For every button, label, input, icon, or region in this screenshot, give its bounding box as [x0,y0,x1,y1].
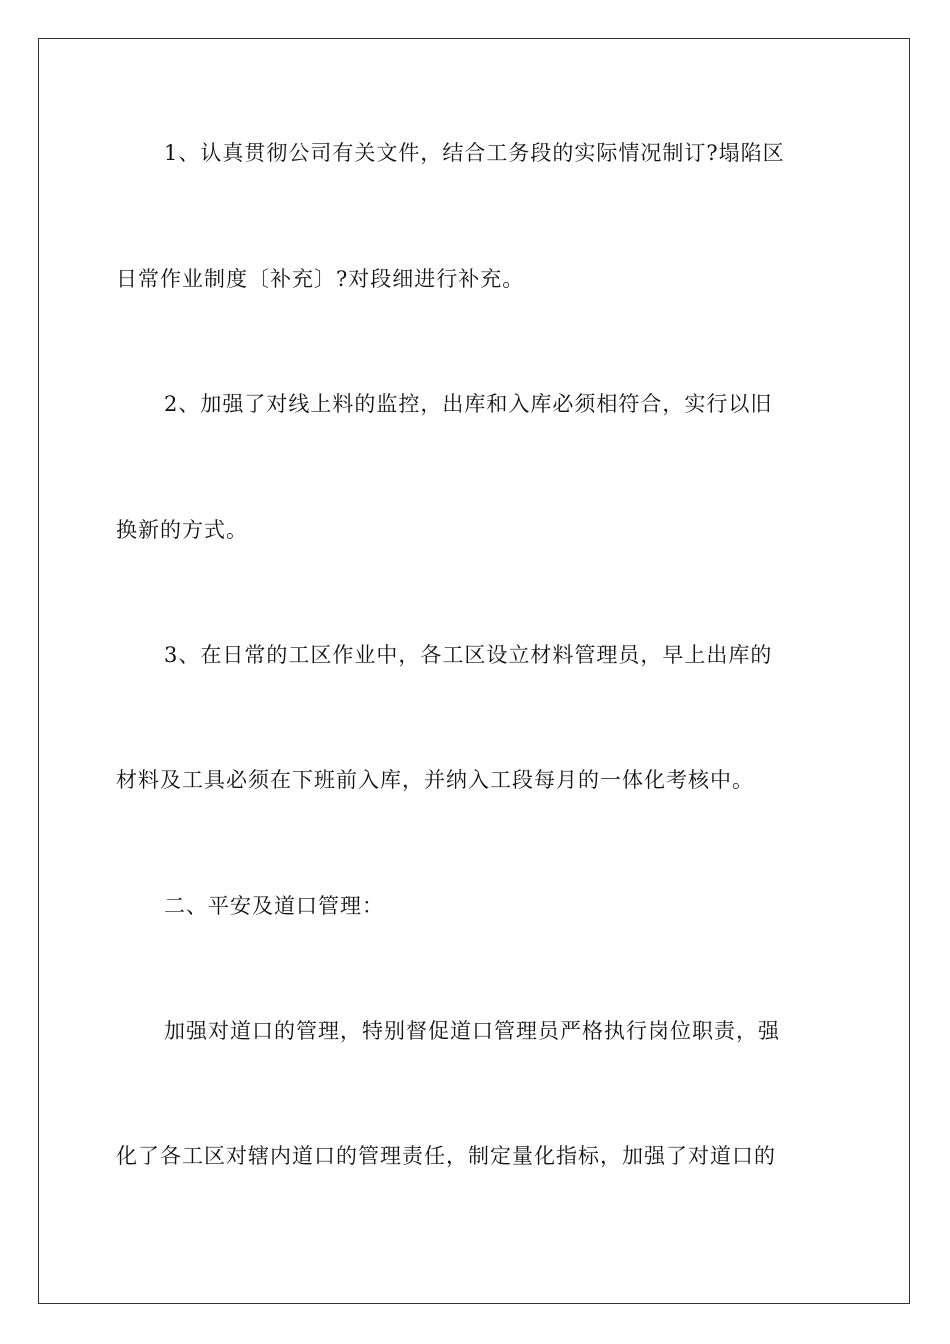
section-heading: 二、平安及道口管理： [164,894,384,918]
paragraph-line-6: 材料及工具必须在下班前入库，并纳入工段每月的一体化考核中。 [116,768,754,792]
paragraph-line-8: 加强对道口的管理，特别督促道口管理员严格执行岗位职责，强 [164,1019,780,1043]
paragraph-line-3: 2、加强了对线上料的监控，出库和入库必须相符合，实行以旧 [164,392,773,416]
paragraph-line-5: 3、在日常的工区作业中，各工区设立材料管理员，早上出库的 [164,643,773,667]
paragraph-line-1: 1、认真贯彻公司有关文件，结合工务段的实际情况制订?塌陷区 [164,141,785,165]
paragraph-line-9: 化了各工区对辖内道口的管理责任，制定量化指标，加强了对道口的 [116,1144,776,1168]
paragraph-line-2: 日常作业制度〔补充〕?对段细进行补充。 [116,267,525,291]
page-border [38,38,910,1304]
paragraph-line-4: 换新的方式。 [116,518,248,542]
